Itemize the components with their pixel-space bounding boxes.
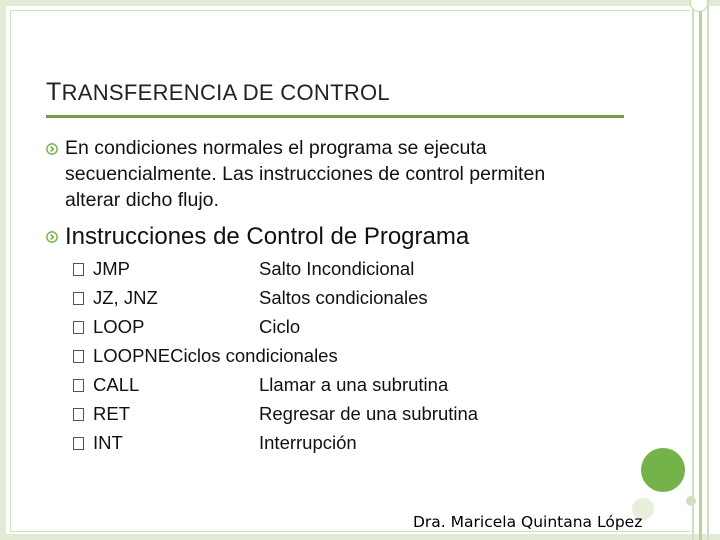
instruction-item	[73, 316, 144, 338]
instruction-mnemonic: RET	[93, 403, 130, 424]
instruction-mnemonic: JZ, JNZ	[93, 287, 158, 308]
empty-square-icon	[73, 292, 84, 305]
empty-square-icon	[73, 379, 84, 392]
instruction-item	[73, 403, 130, 425]
empty-square-icon	[73, 350, 84, 363]
title-initial: T	[46, 78, 62, 106]
section-heading: Instrucciones de Control de Programa	[65, 223, 470, 250]
title-underline	[46, 115, 624, 118]
instruction-item	[73, 258, 130, 280]
empty-square-icon	[73, 437, 84, 450]
instruction-description: Regresar de una subrutina	[259, 403, 479, 424]
instruction-item	[73, 374, 139, 396]
decorative-rail	[699, 0, 702, 540]
instruction-description: Salto Incondicional	[259, 258, 415, 279]
instruction-description: Interrupción	[259, 432, 357, 453]
decorative-rail	[692, 0, 694, 540]
instruction-mnemonic: INT	[93, 432, 123, 453]
author-footer: Dra. Maricela Quintana López	[413, 513, 643, 531]
instruction-item	[73, 432, 123, 454]
instruction-description: Saltos condicionales	[259, 287, 428, 308]
slide-title	[46, 78, 390, 107]
instruction-description: Ciclo	[259, 316, 301, 337]
green-circled-arrow-icon	[46, 231, 58, 243]
empty-square-icon	[73, 321, 84, 334]
intro-paragraph: En condiciones normales el programa se ejecuta secuencialmente. Las instrucciones de control permiten alterar dicho flujo.	[65, 137, 546, 211]
instruction-mnemonic: LOOP	[93, 316, 145, 337]
instruction-item	[73, 287, 158, 309]
decorative-circle	[686, 496, 696, 506]
decorative-rail	[707, 0, 709, 540]
empty-square-icon	[73, 408, 84, 421]
instruction-item	[73, 345, 338, 367]
instruction-description: Llamar a una subrutina	[259, 374, 449, 395]
green-circled-arrow-icon	[46, 143, 58, 155]
empty-square-icon	[73, 263, 84, 276]
decorative-circle-large	[641, 448, 685, 492]
instruction-mnemonic: JMP	[93, 258, 130, 279]
instruction-mnemonic: CALL	[93, 374, 140, 395]
title-rest: RANSFERENCIA DE CONTROL	[61, 80, 390, 105]
instruction-mnemonic: LOOPNECiclos condicionales	[93, 345, 338, 366]
